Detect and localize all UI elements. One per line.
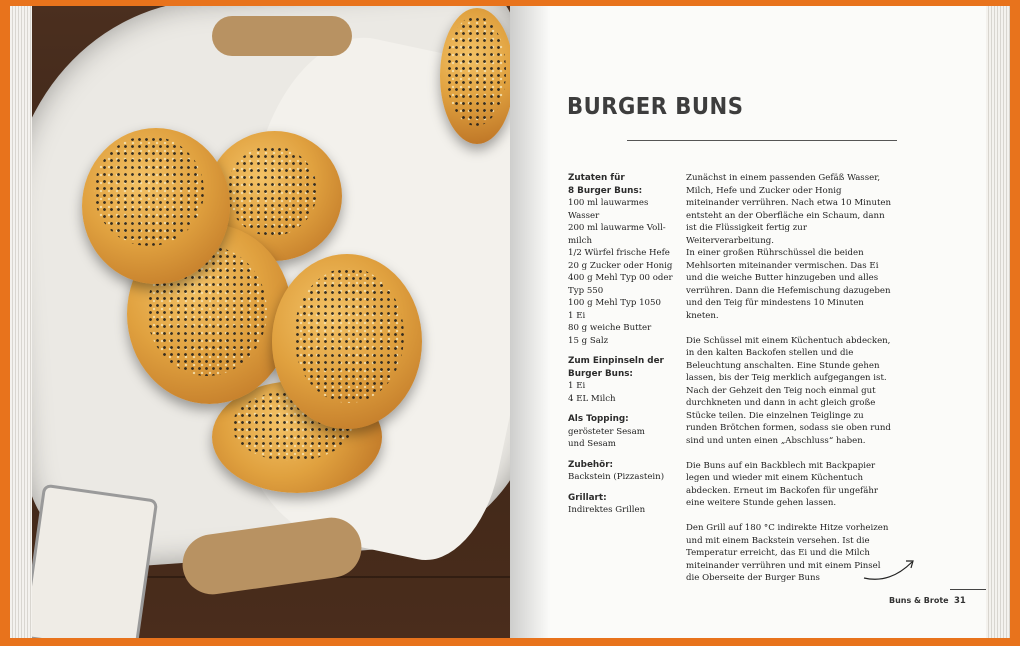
instruction-paragraph: Die Buns auf ein Backblech mit Backpapier legen und wieder mit einem Küchentuch abdecken. Erneut im Backofen für ungefähr eine weitere Stunde gehen lassen.	[686, 460, 878, 508]
burger-buns-photo	[32, 6, 510, 638]
ingredients-heading-2: 8 Burger Buns:	[568, 185, 643, 196]
brushing-heading: Zum Einpinseln der	[568, 356, 664, 366]
accessory-item: Backstein (Pizzastein)	[568, 472, 665, 482]
instruction-paragraph: Den Grill auf 180 °C indirekte Hitze vorheizen und mit einem Backstein versehen. Ist die Temperatur erreicht, das Ei und die Milch miteinander verrühren und mit einem Pinsel die Oberseite der Burger Buns	[686, 523, 889, 583]
ingredient: 1/2 Würfel frische Hefe	[568, 248, 670, 258]
brushing-item: 4 EL Milch	[568, 393, 616, 404]
ingredient: 400 g Mehl Typ 00 oder	[568, 273, 673, 283]
brushing-item: 1 Ei	[568, 381, 586, 391]
basket-handle	[212, 16, 352, 56]
accessories-heading: Zubehör:	[568, 459, 614, 470]
curved-arrow-icon	[860, 554, 920, 584]
ingredient: 200 ml lauwarme Voll-	[568, 223, 666, 233]
title-rule	[627, 140, 897, 141]
ingredient: 15 g Salz	[568, 335, 609, 346]
footer-section: Buns & Brote	[889, 596, 949, 605]
flour-tray	[32, 484, 158, 638]
recipe-title: BURGER BUNS	[567, 94, 744, 120]
instruction-paragraph: Zunächst in einem passenden Gefäß Wasser, Milch, Hefe und Zucker oder Honig miteinander verrühren. Nach etwa 10 Minuten entsteht an der Oberfläche ein Schaum, dann ist die Flüssigkeit fertig zur Weiterverarbeitung.	[686, 173, 892, 246]
grill-heading: Grillart:	[568, 492, 607, 503]
ingredients-heading: Zutaten für	[568, 173, 625, 183]
grill-item: Indirektes Grillen	[568, 505, 646, 515]
brushing-heading-2: Burger Buns:	[568, 368, 633, 379]
ingredient: 100 g Mehl Typ 1050	[568, 298, 661, 308]
ingredient: 1 Ei	[568, 310, 586, 321]
ingredient: 100 ml lauwarmes Wasser	[568, 198, 649, 221]
ingredients-column	[568, 172, 680, 517]
ingredient: 80 g weiche Butter	[568, 323, 652, 333]
topping-item: und Sesam	[568, 439, 616, 449]
ingredient: milch	[568, 235, 592, 246]
recipe-page	[510, 6, 986, 638]
topping-item: gerösteter Sesam	[568, 426, 645, 437]
instruction-paragraph: In einer großen Rührschüssel die beiden Mehlsorten miteinander vermischen. Das Ei und die weiche Butter hinzugeben und alles verrühren. Dann die Hefemischung dazugeben und den Teig für mindestens 10 Minuten kneten.	[686, 248, 891, 321]
instructions-column	[686, 172, 896, 597]
right-page-edges	[986, 6, 1010, 638]
footer-rule	[950, 589, 988, 590]
ingredient: Typ 550	[568, 285, 604, 296]
left-page-edges	[10, 6, 32, 638]
instruction-paragraph: Die Schüssel mit einem Küchentuch abdecken, in den kalten Backofen stellen und die Beleuchtung anschalten. Eine Stunde gehen lassen, bis der Teig merklich aufgegangen ist.	[686, 335, 891, 383]
instruction-paragraph: Nach der Gehzeit den Teig noch einmal gut durchkneten und dann in acht gleich große Stücke teilen. Die einzelnen Teiglinge zu runden Brötchen formen, sodass sie oben rund sind und unten einen „Abschluss“ haben.	[686, 385, 891, 446]
ingredient: 20 g Zucker oder Honig	[568, 260, 673, 271]
topping-heading: Als Topping:	[568, 414, 629, 424]
gutter-shadow	[510, 6, 550, 638]
page-number: 31	[954, 596, 966, 606]
